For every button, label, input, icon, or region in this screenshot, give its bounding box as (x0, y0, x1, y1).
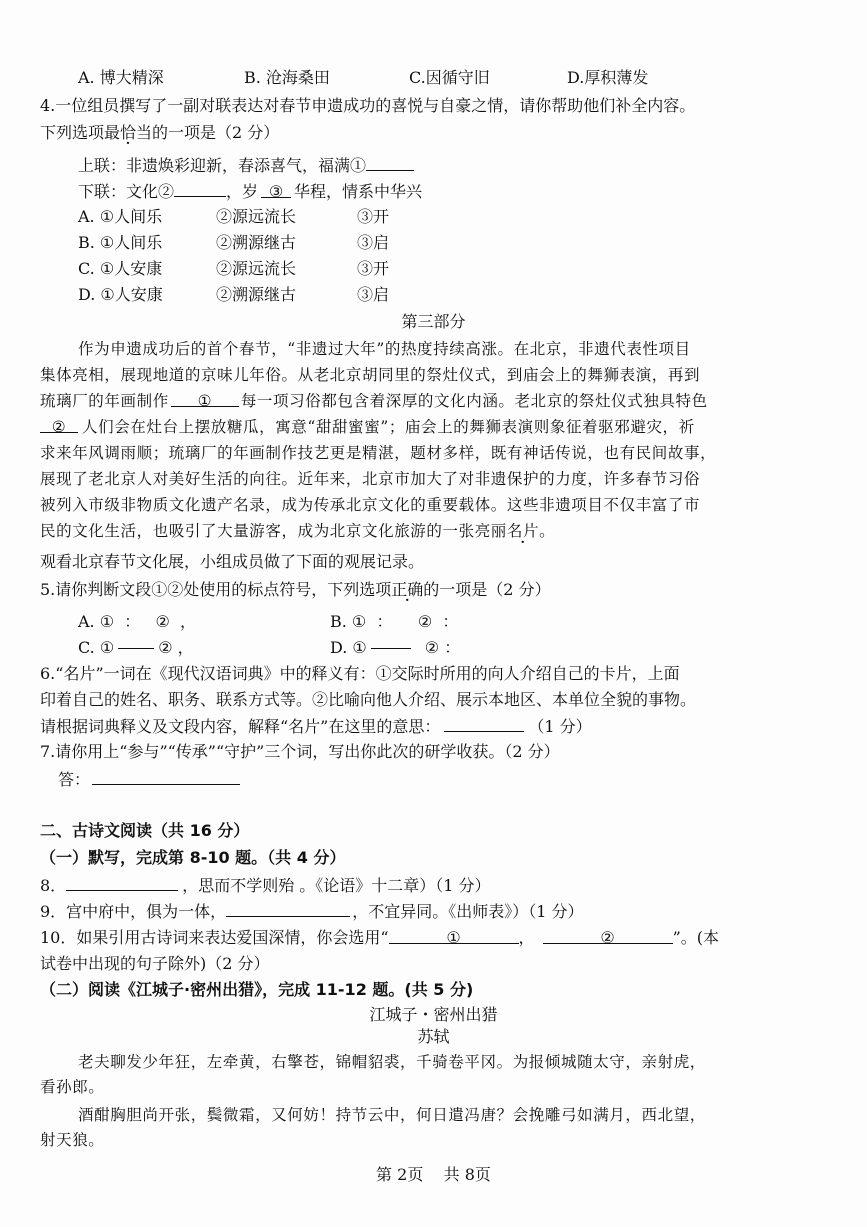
q5-option-b: B. ① ： ② ： (330, 612, 459, 631)
q9 (40, 899, 583, 923)
poem-line-1: 老夫聊发少年狂，左牵黄，右擎苍，锦帽貂裘，千骑卷平冈。为报倾城随太守，亲射虎， (78, 1053, 706, 1071)
dash-mark (118, 648, 154, 649)
q10-mark-2: ② (600, 928, 615, 947)
q6-line-3-text: 请根据词典释义及文段内容，解释“名片”在这里的意思： (40, 717, 441, 736)
q5-stem (40, 578, 551, 602)
q3-option-a: A. 博大精深 (78, 68, 164, 87)
passage-line-2: 集体亮相，展现地道的京味儿年俗。从老北京胡同里的祭灶仪式，到庙会上的舞狮表演，再到 (40, 366, 701, 384)
q4-stem-text: 下列选项 (40, 123, 105, 142)
q7-stem: 7.请你用上“参与”“传承”“守护”三个词，写出你此次的研学收获。（2 分） (40, 742, 560, 761)
q4-option-d: D. ①人安康 (78, 285, 163, 304)
q4-stem-line1: 4.一位组员撰写了一副对联表达对春节申遗成功的喜悦与自豪之情，请你帮助他们补全内容。 (40, 96, 696, 115)
q4-option-c: C. ①人安康 (78, 259, 163, 278)
q10-text: 10．如果引用古诗词来表达爱国深情，你会选用“ (40, 928, 389, 947)
couplet-upper (78, 153, 414, 177)
q3-option-c: C.因循守旧 (409, 68, 490, 87)
q4-option-a: A. ①人间乐 (78, 207, 163, 226)
q5-emphasis: 正确 (391, 580, 424, 599)
q10-comma: ， (518, 928, 535, 947)
passage-blank-2 (40, 415, 78, 436)
q4-option-b-3: ③启 (357, 233, 390, 252)
q6-answer-blank[interactable] (444, 714, 524, 732)
section2-title: 二、古诗文阅读（共 16 分） (40, 821, 250, 840)
poem-line-2: 看孙郎。 (40, 1078, 105, 1096)
poem-author: 苏轼 (417, 1027, 450, 1046)
q7-answer-blank[interactable] (92, 767, 240, 785)
passage-line-8 (40, 519, 555, 543)
q4-emphasis: 最恰当 (104, 123, 153, 142)
section2-sub1: （一）默写，完成第 8-10 题。（共 4 分） (40, 848, 346, 867)
poem-title: 江城子・密州出猎 (369, 1005, 498, 1024)
q8-text: ，思而不学则殆 。《论语》十二章）（1 分） (182, 876, 491, 895)
q5-option-a: A. ① ： ② ， (78, 612, 197, 631)
q9-text: 9．宫中府中，俱为一体， (40, 902, 227, 921)
q6-line-1: 6.“名片”一词在《现代汉语词典》中的释义有：①交际时所用的向人介绍自己的卡片，上面 (40, 664, 680, 683)
q5-option-c-text: C. ① (78, 638, 115, 657)
q10-blank-2[interactable] (543, 926, 673, 947)
passage-blank-1 (171, 389, 239, 410)
q4-option-a-3: ③开 (357, 207, 390, 226)
part3-title: 第三部分 (401, 312, 466, 331)
q3-option-b: B. 沧海桑田 (244, 68, 330, 87)
section2-sub2: （二）阅读《江城子·密州出猎》，完成 11-12 题。(共 5 分) (40, 980, 474, 999)
passage-mark-1: ① (197, 392, 213, 410)
passage-line-5: 求来年风调雨顺；琉璃厂的年画制作技艺更是精湛，题材多样，既有神话传说，也有民间故事， (40, 444, 717, 462)
q4-stem-line2 (40, 121, 279, 145)
passage-mark-2: ② (51, 418, 67, 436)
q5-stem-score: 的一项是（2 分） (423, 580, 551, 599)
passage-emphasis: 名片 (506, 522, 540, 540)
q4-option-d-3: ③启 (357, 285, 390, 304)
q5-option-d-end: ② ： (424, 638, 461, 657)
couplet-blank-2 (174, 179, 226, 197)
passage-line-6: 展现了老北京人对美好生活的向往。近年来，北京市加大了对非遗保护的力度，许多春节习俗 (40, 470, 701, 488)
passage-line-1: 作为申遗成功后的首个春节，“非遗过大年”的热度持续高涨。在北京，非遗代表性项目 (78, 340, 691, 358)
q5-option-d (330, 636, 460, 660)
passage-text-2: 每一项习俗都包含着深厚的文化内涵。老北京的祭灶仪式独具特色 (240, 392, 708, 410)
passage-line-3 (40, 389, 708, 413)
q4-option-a-2: ②源远流长 (216, 207, 297, 226)
passage-period: 。 (539, 522, 556, 540)
couplet-lower-end: 华程，情系中华兴 (294, 182, 423, 201)
passage-line-7: 被列入市级非物质文化遗产名录，成为传承北京文化的重要载体。这些非遗项目不仅丰富了市 (40, 496, 701, 514)
q4-option-c-3: ③开 (357, 259, 390, 278)
q9-blank[interactable] (226, 899, 350, 917)
q8-number: 8． (40, 876, 67, 895)
couplet-blank-3 (261, 180, 291, 201)
q3-option-d: D.厚积薄发 (567, 68, 649, 87)
q4-stem-score: 的一项是（2 分） (152, 123, 280, 142)
q9-source: ，不宜异同。《出师表》）（1 分） (352, 902, 584, 921)
passage-text: 琉璃厂的年画制作 (40, 392, 169, 410)
q7-answer-label: 答： (58, 770, 91, 789)
q10-end: ”。(本 (672, 928, 719, 947)
q10-blank-1[interactable] (389, 926, 519, 947)
couplet-lower-text: 下联：文化② (78, 182, 175, 201)
couplet-mark-3: ③ (268, 182, 284, 201)
q5-option-c (78, 636, 194, 660)
q7-answer-line (58, 767, 240, 791)
dash-mark (371, 648, 411, 649)
q4-option-b-2: ②溯源继古 (216, 233, 297, 252)
q5-stem-text: 5.请你判断文段①②处使用的标点符号，下列选项 (40, 580, 392, 599)
q6-score: （1 分） (528, 717, 592, 736)
q4-option-d-2: ②溯源继古 (216, 285, 297, 304)
couplet-blank-1 (366, 153, 414, 171)
page-footer: 第 2页 共 8页 (376, 1165, 491, 1184)
q10-line-2: 试卷中出现的句子除外)（2 分） (40, 954, 270, 973)
couplet-lower (78, 179, 422, 203)
q6-line-2: 印着自己的姓名、职务、联系方式等。②比喻向他人介绍、展示本地区、本单位全貌的事物。 (40, 690, 697, 709)
q4-option-c-2: ②源远流长 (216, 259, 297, 278)
q5-option-d-text: D. ① (330, 638, 367, 657)
passage-text-3: 人们会在灶台上摆放糖瓜，寓意“甜甜蜜蜜”；庙会上的舞狮表演则象征着驱邪避灾，祈 (82, 418, 695, 436)
q10-mark-1: ① (446, 928, 461, 947)
poem-line-3: 酒酣胸胆尚开张，鬓微霜，又何妨！持节云中，何日遣冯唐？会挽雕弓如满月，西北望， (78, 1106, 706, 1124)
q6-line-3 (40, 714, 592, 738)
poem-line-4: 射天狼。 (40, 1131, 105, 1149)
exhibit-note: 观看北京春节文化展，小组成员做了下面的观展记录。 (40, 552, 425, 571)
couplet-lower-mid: ，岁 (226, 182, 259, 201)
couplet-upper-text: 上联：非遗焕彩迎新，春添喜气，福满① (78, 156, 367, 175)
passage-text-4: 民的文化生活，也吸引了大量游客，成为北京文化旅游的一张亮丽 (40, 522, 507, 540)
q8 (40, 873, 491, 897)
q10-line-1 (40, 926, 719, 950)
q5-option-c-end: ② ， (158, 638, 194, 657)
q4-option-b: B. ①人间乐 (78, 233, 163, 252)
q8-blank[interactable] (66, 873, 178, 891)
passage-line-4 (40, 415, 695, 439)
